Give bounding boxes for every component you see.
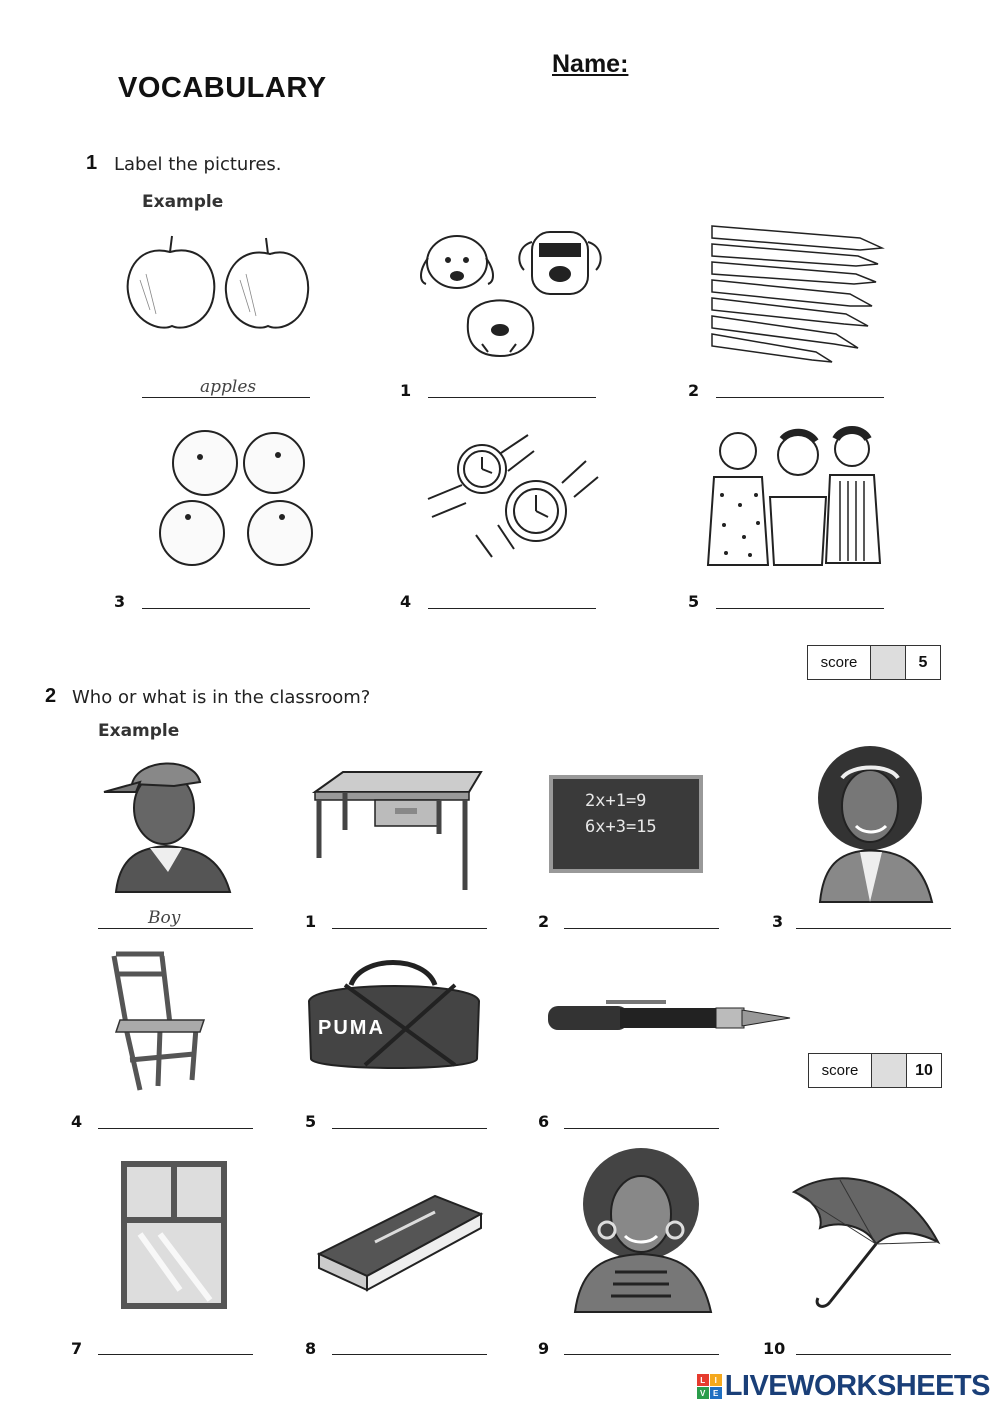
s2-item-number-6: 6 (538, 1112, 550, 1131)
section2-title: Who or what is in the classroom? (72, 687, 371, 708)
score-label: score (809, 1054, 872, 1087)
s2-item-number-10: 10 (763, 1339, 786, 1358)
s2-answer-line-6[interactable] (564, 1128, 719, 1129)
s2-item-number-4: 4 (71, 1112, 83, 1131)
s1-item-number-1: 1 (400, 381, 412, 400)
s2-answer-line-4[interactable] (98, 1128, 253, 1129)
section1-score-box (807, 645, 941, 680)
chair-picture (100, 950, 215, 1092)
s1-answer-line-1[interactable] (428, 397, 596, 398)
s1-answer-line-5[interactable] (716, 608, 884, 609)
pen-picture (546, 996, 794, 1036)
oranges-picture (150, 425, 320, 575)
s2-item-number-2: 2 (538, 912, 550, 931)
logo-mark-l: L (697, 1374, 709, 1386)
s1-answer-line-4[interactable] (428, 608, 596, 609)
s2-answer-line-10[interactable] (796, 1354, 951, 1355)
book-picture (315, 1192, 483, 1292)
liveworksheets-logo (697, 1370, 990, 1403)
worksheet-title: VOCABULARY (118, 72, 327, 104)
section1-number: 1 (86, 152, 98, 174)
s2-answer-line-3[interactable] (796, 928, 951, 929)
logo-text: LIVEWORKSHEETS (724, 1370, 990, 1402)
s1-answer-line-3[interactable] (142, 608, 310, 609)
example-answer-line (142, 397, 310, 398)
pencils-picture (710, 220, 890, 370)
section1-example-label: Example (142, 192, 224, 212)
score-max: 10 (915, 1061, 933, 1079)
boy-picture (96, 752, 236, 897)
blackboard-line-2: 6x+3=15 (585, 817, 657, 837)
girl-picture (800, 742, 945, 907)
s2-item-number-8: 8 (305, 1339, 317, 1358)
window-picture (120, 1160, 230, 1310)
s2-answer-line-2[interactable] (564, 928, 719, 929)
logo-mark-i: I (710, 1374, 722, 1386)
s2-item-number-7: 7 (71, 1339, 83, 1358)
section1-title: Label the pictures. (114, 154, 282, 175)
s1-answer-line-2[interactable] (716, 397, 884, 398)
s2-item-number-1: 1 (305, 912, 317, 931)
bag-brand-text: PUMA (318, 1017, 385, 1039)
score-max: 5 (918, 653, 928, 671)
score-input (871, 646, 906, 679)
name-label: Name: (552, 50, 629, 78)
s2-answer-line-8[interactable] (332, 1354, 487, 1355)
s2-answer-line-7[interactable] (98, 1354, 253, 1355)
woman-picture (565, 1142, 720, 1312)
score-input (872, 1054, 907, 1087)
dogs-picture (412, 222, 612, 362)
bag-picture (305, 955, 483, 1075)
s2-example-answer-line (98, 928, 253, 929)
section2-example-label: Example (98, 721, 180, 741)
s2-answer-line-1[interactable] (332, 928, 487, 929)
blackboard-line-1: 2x+1=9 (585, 791, 647, 811)
section2-number: 2 (45, 685, 57, 707)
s1-item-number-5: 5 (688, 592, 700, 611)
s2-item-number-9: 9 (538, 1339, 550, 1358)
umbrella-picture (790, 1172, 940, 1312)
s1-item-number-2: 2 (688, 381, 700, 400)
logo-mark-icon (697, 1374, 722, 1399)
s2-answer-line-5[interactable] (332, 1128, 487, 1129)
apples-picture (120, 230, 320, 340)
s2-item-number-3: 3 (772, 912, 784, 931)
logo-mark-e: E (710, 1387, 722, 1399)
logo-mark-v: V (697, 1387, 709, 1399)
example-answer-text: apples (200, 377, 257, 397)
children-picture (700, 425, 890, 573)
s2-example-answer-text: Boy (148, 908, 181, 928)
blackboard-text (585, 788, 657, 840)
score-label: score (808, 646, 871, 679)
s1-item-number-4: 4 (400, 592, 412, 611)
s2-item-number-5: 5 (305, 1112, 317, 1131)
section2-score-box (808, 1053, 942, 1088)
s2-answer-line-9[interactable] (564, 1354, 719, 1355)
s1-item-number-3: 3 (114, 592, 126, 611)
desk-picture (305, 770, 487, 895)
watches-picture (422, 425, 612, 565)
